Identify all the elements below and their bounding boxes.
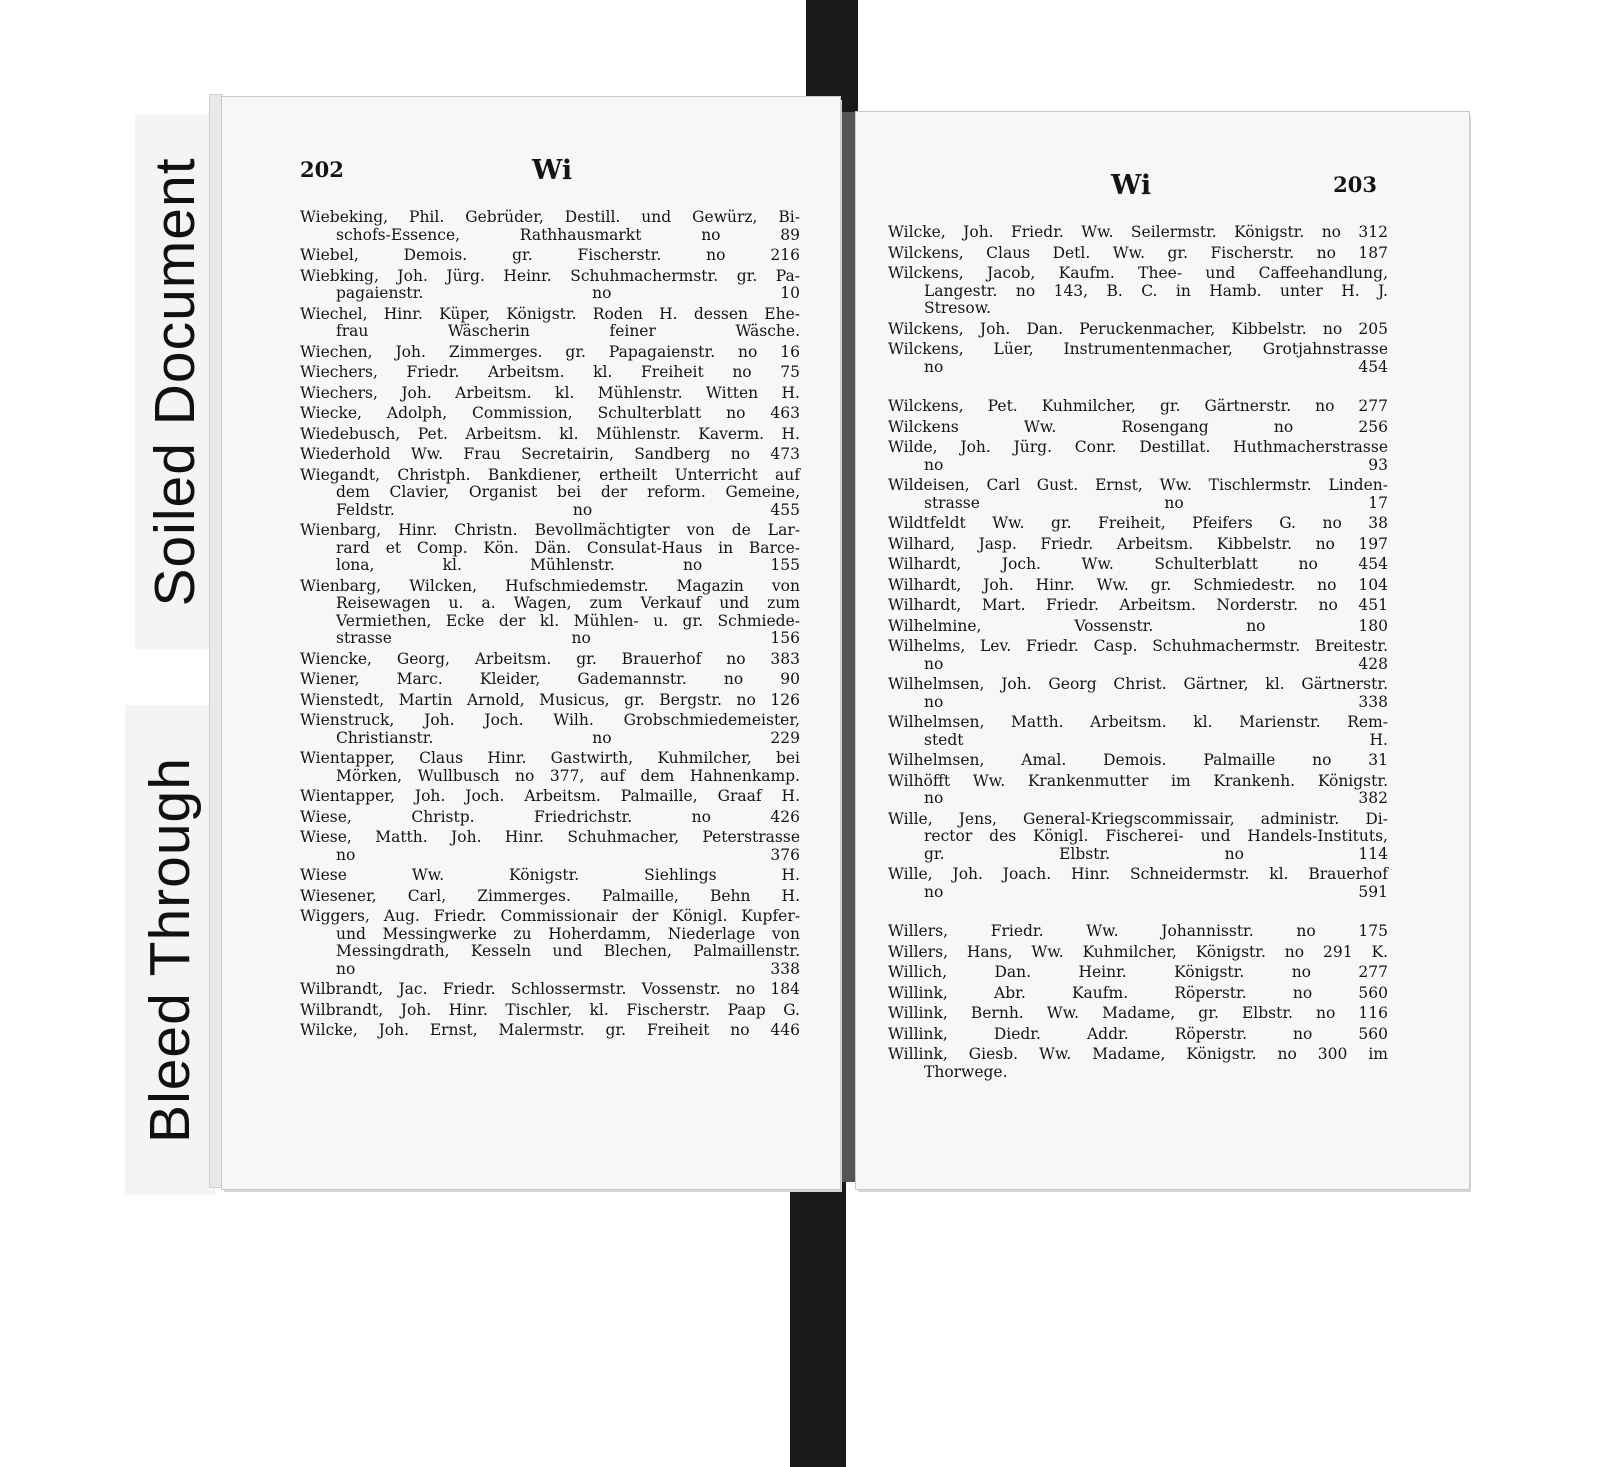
left-page-running-head: Wi [532,155,573,186]
entry-line: Wiese, Christp. Friedrichstr. no 426 [300,807,800,826]
entry-line: Willink, Bernh. Ww. Madame, gr. Elbstr. no 116 [888,1004,1388,1022]
entry-line: Wilhelmsen, Amal. Demois. Palmaille no 31 [888,751,1388,769]
directory-entry [888,1046,1388,1081]
directory-entry [888,618,1388,636]
entry-line: stedt H. [924,730,1388,749]
entry-line: Wiechers, Joh. Arbeitsm. kl. Mühlenstr. Witten H. [300,383,800,402]
directory-entry [888,923,1388,941]
entry-line: Wilbrandt, Jac. Friedr. Schlossermstr. Vossenstr. no 184 [300,980,800,998]
left-page [222,97,840,1189]
entry-line: Wildtfeldt Ww. gr. Freiheit, Pfeifers G. no 38 [888,514,1388,532]
directory-entry [300,364,800,382]
book-gutter [838,112,856,1182]
directory-entry [300,426,800,444]
entry-line: schofs-Essence, Rathhausmarkt no 89 [336,225,800,244]
entry-line: Willich, Dan. Heinr. Königstr. no 277 [888,963,1388,981]
directory-entry [300,522,800,575]
entry-line: Thorwege. [924,1062,1008,1081]
directory-entry [300,306,800,341]
entry-line: dem Clavier, Organist bei der reform. Gemeine, [336,483,800,501]
directory-entry [888,536,1388,554]
right-entry-list [888,224,1388,1084]
directory-entry [300,908,800,978]
entry-line: Wilckens, Joh. Dan. Peruckenmacher, Kibbelstr. no 205 [888,319,1388,338]
entry-line: Wienstedt, Martin Arnold, Musicus, gr. Bergstr. no 126 [300,690,800,709]
directory-entry [300,981,800,999]
entry-line: Willink, Abr. Kaufm. Röperstr. no 560 [888,983,1388,1002]
entry-line: Wiese Ww. Königstr. Siehlings H. [300,866,800,884]
directory-entry [300,467,800,520]
entry-line: Wiggers, Aug. Friedr. Commissionair der Königl. Kupfer- [300,907,800,925]
right-page-header [856,170,1469,210]
entry-line: lona, kl. Mühlenstr. no 155 [336,556,800,574]
entry-line: Wientapper, Claus Hinr. Gastwirth, Kuhmilcher, bei [300,749,800,767]
directory-entry [888,224,1388,242]
directory-entry [300,888,800,906]
entry-line: Wilcke, Joh. Ernst, Malermstr. gr. Freiheit no 446 [300,1021,800,1039]
left-entry-list [300,209,800,1043]
directory-entry [300,829,800,864]
entry-line: Wille, Jens, General-Kriegscommissair, administr. Di- [888,809,1388,828]
directory-entry [888,773,1388,808]
entry-line: no 428 [924,654,1388,673]
directory-entry [888,477,1388,512]
entry-line: gr. Elbstr. no 114 [924,844,1388,863]
entry-line: no 93 [924,455,1388,474]
directory-entry [300,712,800,747]
entry-line: Feldstr. no 455 [336,500,800,519]
right-page [856,112,1469,1189]
directory-entry [300,809,800,827]
entry-line: Willink, Giesb. Ww. Madame, Königstr. no 300 im [888,1045,1388,1063]
entry-line: Wiechers, Friedr. Arbeitsm. kl. Freiheit no 75 [300,363,800,381]
entry-line: Willers, Friedr. Ww. Johannisstr. no 175 [888,922,1388,940]
entry-line: Wienbarg, Hinr. Christn. Bevollmächtigter von de Lar- [300,521,800,539]
entry-line: Wiegandt, Christph. Bankdiener, ertheilt Unterricht auf [300,465,800,484]
entry-line: rard et Comp. Kön. Dän. Consulat-Haus in Barce- [336,538,800,557]
entry-line: Willers, Hans, Ww. Kuhmilcher, Königstr. no 291 K. [888,942,1388,961]
entry-line: Wiebeking, Phil. Gebrüder, Destill. und Gewürz, Bi- [300,208,800,226]
directory-entry [888,638,1388,673]
directory-entry [300,385,800,403]
entry-line: Wilckens Ww. Rosengang no 256 [888,417,1388,436]
entry-line: pagaienstr. no 10 [336,284,800,302]
entry-line: no 376 [336,845,800,864]
entry-line: Wiedebusch, Pet. Arbeitsm. kl. Mühlenstr. Kaverm. H. [300,424,800,443]
directory-entry [888,398,1388,416]
entry-line: Wiebel, Demois. gr. Fischerstr. no 216 [300,246,800,264]
directory-entry [888,1026,1388,1044]
entry-line: Wiecke, Adolph, Commission, Schulterblatt no 463 [300,404,800,422]
directory-entry [888,556,1388,574]
entry-line: Wienstruck, Joh. Joch. Wilh. Grobschmiedemeister, [300,711,800,729]
directory-entry [888,1005,1388,1023]
entry-line: Wilhöfft Ww. Krankenmutter im Krankenh. Königstr. [888,771,1388,790]
entry-line: Wilckens, Lüer, Instrumentenmacher, Grotjahnstrasse [888,340,1388,358]
directory-entry [888,714,1388,749]
directory-entry [300,344,800,362]
entry-line: Wienbarg, Wilcken, Hufschmiedemstr. Magazin von [300,576,800,595]
directory-entry [888,866,1388,901]
left-page-number: 202 [300,157,344,182]
entry-line: Mörken, Wullbusch no 377, auf dem Hahnenkamp. [336,766,800,785]
directory-entry [888,597,1388,615]
entry-line: Christianstr. no 229 [336,728,800,747]
directory-entry [888,321,1388,339]
directory-entry [300,788,800,806]
entry-line: Stresow. [924,299,992,317]
entry-line: Langestr. no 143, B. C. in Hamb. unter H. J. [924,281,1388,300]
directory-entry [300,867,800,885]
entry-line: Wildeisen, Carl Gust. Ernst, Ww. Tischlermstr. Linden- [888,476,1388,494]
directory-entry [300,446,800,464]
directory-entry [300,671,800,689]
entry-line: no 338 [336,959,800,978]
directory-entry [888,515,1388,533]
entry-line: Wille, Joh. Joach. Hinr. Schneidermstr. kl. Brauerhof [888,865,1388,883]
entry-line: Wilckens, Claus Detl. Ww. gr. Fischerstr. no 187 [888,243,1388,262]
entry-line: no 338 [924,692,1388,711]
entry-line: strasse no 17 [924,493,1388,512]
entry-line: Reisewagen u. a. Wagen, zum Verkauf und zum [336,594,800,612]
page-edge [210,95,222,1187]
entry-line: Wiechen, Joh. Zimmerges. gr. Papagaienstr. no 16 [300,342,800,361]
entry-line: Wiebking, Joh. Jürg. Heinr. Schuhmachermstr. gr. Pa- [300,266,800,285]
entry-line: no 382 [924,789,1388,807]
entry-line: und Messingwerke zu Hoherdamm, Niederlage von [336,924,800,943]
right-page-running-head: Wi [1111,170,1152,201]
directory-entry [300,209,800,244]
entry-line: Wientapper, Joh. Joch. Arbeitsm. Palmaille, Graaf H. [300,787,800,805]
entry-line: Wiener, Marc. Kleider, Gademannstr. no 90 [300,670,800,688]
entry-line: Wilhelmsen, Joh. Georg Christ. Gärtner, kl. Gärtnerstr. [888,675,1388,693]
directory-entry [888,985,1388,1003]
directory-entry [300,651,800,669]
entry-line: Wilde, Joh. Jürg. Conr. Destillat. Huthmacherstrasse [888,438,1388,456]
directory-entry [888,341,1388,376]
entry-line: Wilhelmsen, Matth. Arbeitsm. kl. Marienstr. Rem- [888,713,1388,731]
entry-line: frau Wäscherin feiner Wäsche. [336,322,800,340]
directory-entry [888,419,1388,437]
entry-line: Wilbrandt, Joh. Hinr. Tischler, kl. Fischerstr. Paap G. [300,1000,800,1019]
entry-line: rector des Königl. Fischerei- und Handels-Instituts, [924,827,1388,845]
entry-line: Willink, Diedr. Addr. Röperstr. no 560 [888,1024,1388,1043]
directory-entry [300,1022,800,1040]
entry-line: Wilckens, Jacob, Kaufm. Thee- und Caffeehandlung, [888,264,1388,282]
entry-line: no 454 [924,357,1388,376]
entry-line: Wilckens, Pet. Kuhmilcher, gr. Gärtnerstr. no 277 [888,397,1388,415]
directory-entry [888,964,1388,982]
entry-line: Wiesener, Carl, Zimmerges. Palmaille, Behn H. [300,886,800,905]
entry-line: Wilhardt, Joch. Ww. Schulterblatt no 454 [888,555,1388,573]
entry-line: strasse no 156 [336,629,800,647]
entry-line: Wilhard, Jasp. Friedr. Arbeitsm. Kibbelstr. no 197 [888,534,1388,553]
directory-entry [300,405,800,423]
entry-line: Wiencke, Georg, Arbeitsm. gr. Brauerhof no 383 [300,649,800,668]
directory-entry [300,750,800,785]
entry-line: Wiederhold Ww. Frau Secretairin, Sandberg no 473 [300,445,800,463]
entry-line: Wilhelmine, Vossenstr. no 180 [888,616,1388,635]
bleed-through-label: Bleed Through [125,705,215,1195]
right-page-number: 203 [1333,172,1377,197]
entry-line: Wilhardt, Mart. Friedr. Arbeitsm. Norderstr. no 451 [888,596,1388,614]
directory-entry [888,577,1388,595]
soiled-document-label: Soiled Document [135,115,215,649]
entry-line: Wiechel, Hinr. Küper, Königstr. Roden H. dessen Ehe- [300,304,800,323]
entry-line: Wilhelms, Lev. Friedr. Casp. Schuhmachermstr. Breitestr. [888,637,1388,655]
entry-line: Wiese, Matth. Joh. Hinr. Schuhmacher, Peterstrasse [300,828,800,846]
directory-entry [888,439,1388,474]
binding-strip-bottom [790,1180,846,1467]
directory-entry [888,265,1388,318]
entry-line: Vermiethen, Ecke der kl. Mühlen- u. gr. Schmiede- [336,611,800,630]
directory-entry [888,245,1388,263]
left-page-header [222,155,840,195]
entry-line: Wilcke, Joh. Friedr. Ww. Seilermstr. Königstr. no 312 [888,223,1388,241]
directory-entry [888,676,1388,711]
directory-entry [300,692,800,710]
directory-entry [888,752,1388,770]
directory-entry [888,811,1388,864]
directory-entry [888,944,1388,962]
entry-line: no 591 [924,882,1388,901]
entry-line: Wilhardt, Joh. Hinr. Ww. gr. Schmiedestr. no 104 [888,575,1388,594]
directory-entry [300,247,800,265]
directory-entry [300,268,800,303]
directory-entry [300,1002,800,1020]
directory-entry [300,578,800,648]
entry-line: Messingdrath, Kesseln und Blechen, Palmaillenstr. [336,942,800,960]
